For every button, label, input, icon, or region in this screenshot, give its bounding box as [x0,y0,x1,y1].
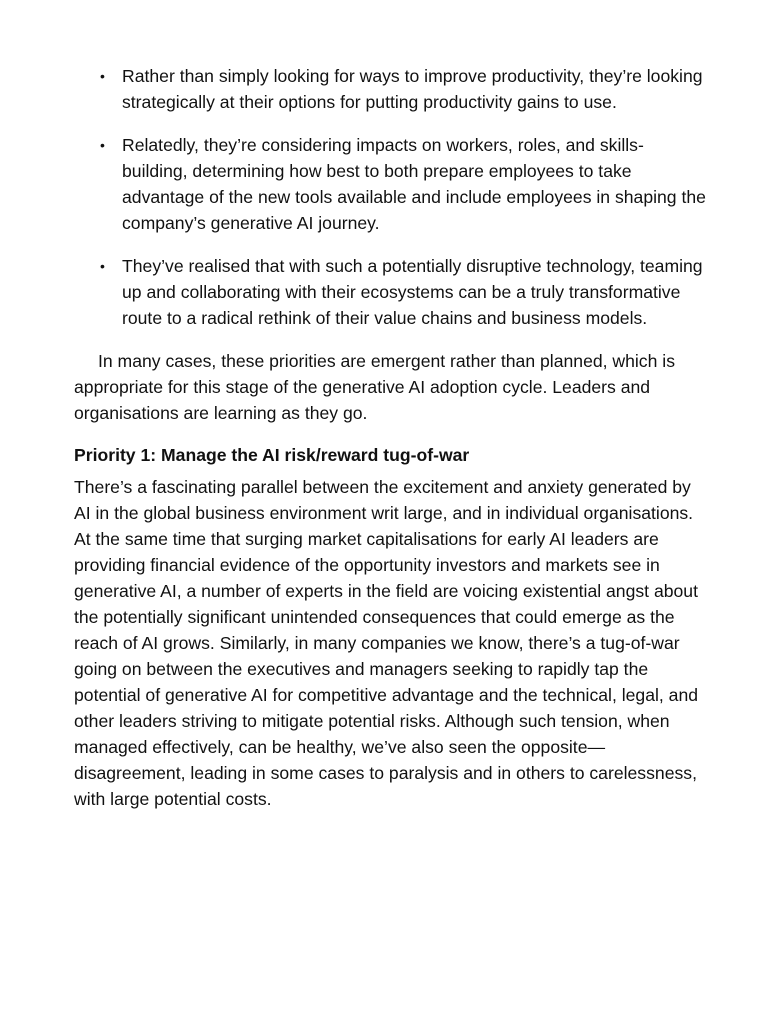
section-heading: Priority 1: Manage the AI risk/reward tug-of-war [74,445,470,465]
bullet-text: Rather than simply looking for ways to improve productivity, they’re looking strategically at their options for putting productivity gains to use. [122,66,703,112]
bullet-icon: • [100,137,105,153]
list-item [74,253,708,331]
bullet-list [74,63,708,331]
document-page [74,63,708,812]
bullet-icon: • [100,68,105,84]
bullet-text: Relatedly, they’re considering impacts on workers, roles, and skills-building, determining how best to both prepare employees to take advantage of the new tools available and include employees in shaping the company’s generative AI journey. [122,135,706,233]
body-paragraph: There’s a fascinating parallel between the excitement and anxiety generated by AI in the global business environment writ large, and in individual organisations. At the same time that surging market capitalisations for early AI leaders are providing financial evidence of the opportunity investors and markets see in generative AI, a number of experts in the field are voicing existential angst about the potentially significant unintended consequences that could emerge as the reach of AI grows. Similarly, in many companies we know, there’s a tug-of-war going on between the executives and managers seeking to rapidly tap the potential of generative AI for competitive advantage and the technical, legal, and other leaders striving to mitigate potential risks. Although such tension, when managed effectively, can be healthy, we’ve also seen the opposite—disagreement, leading in some cases to paralysis and in others to carelessness, with large potential costs. [74,477,699,809]
intro-paragraph: In many cases, these priorities are emergent rather than planned, which is appropriate for this stage of the generative AI adoption cycle. Leaders and organisations are learning as they go. [74,351,675,423]
list-item [74,132,708,236]
bullet-text: They’ve realised that with such a potentially disruptive technology, teaming up and collaborating with their ecosystems can be a truly transformative route to a radical rethink of their value chains and business models. [122,256,703,328]
bullet-icon: • [100,258,105,274]
list-item [74,63,708,115]
